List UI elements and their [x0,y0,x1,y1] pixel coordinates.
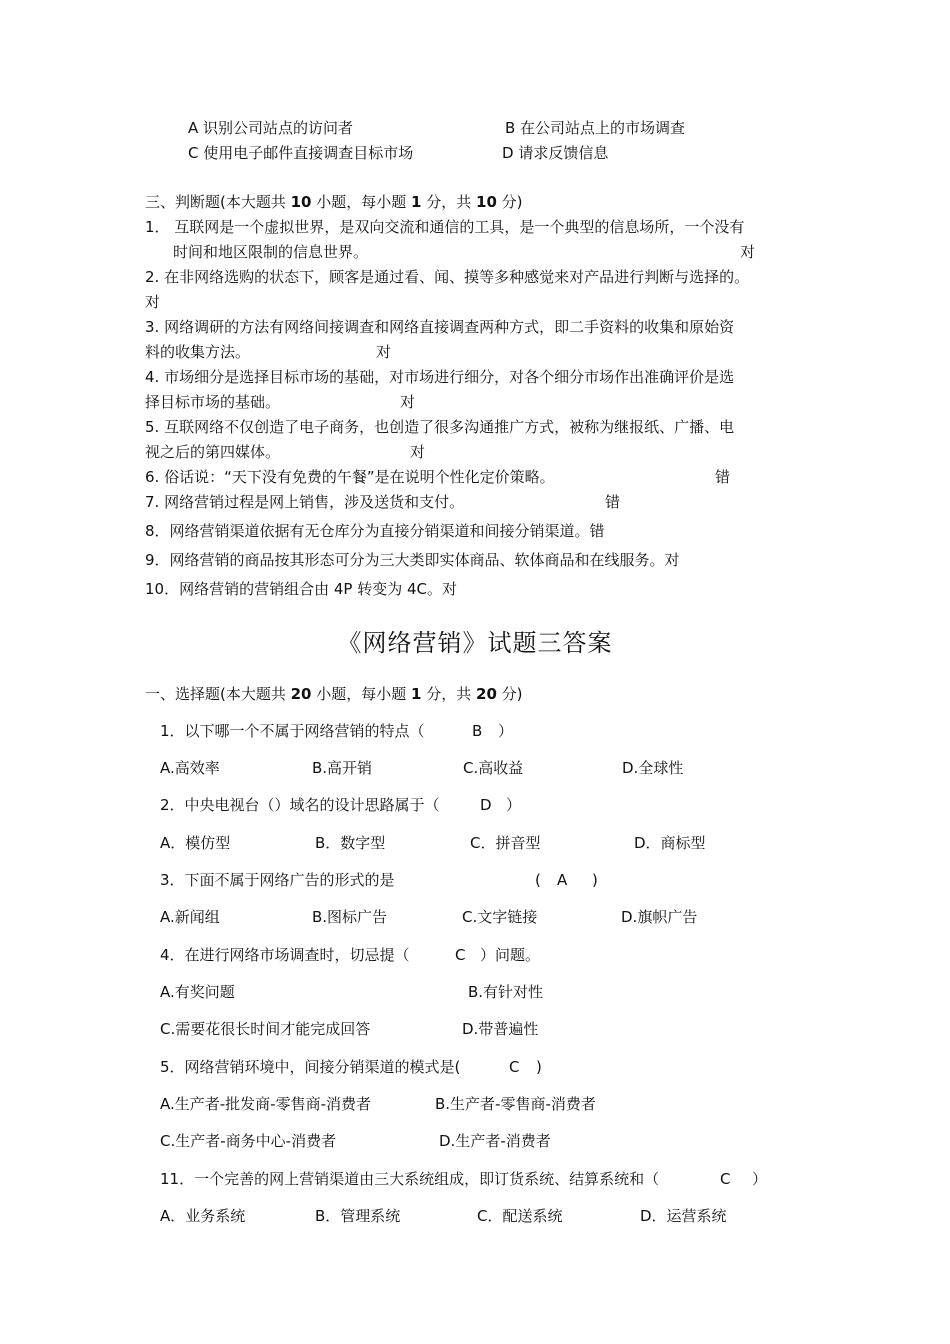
q3-option-a: A.新闻组 [160,908,220,926]
tf-item-3-line2: 料的收集方法。 [145,343,251,361]
q1-text: 1．以下哪一个不属于网络营销的特点（ [160,722,425,740]
q5-option-d: D.生产者-消费者 [439,1132,551,1150]
q1-option-b: B.高开销 [312,759,373,777]
q4-answer: C [455,946,466,964]
q2-option-c: C．拼音型 [470,834,541,852]
q11-answer: C [720,1170,731,1188]
q1-option-a: A.高效率 [160,759,220,777]
option-b: B 在公司站点上的市场调查 [505,119,686,137]
q3-option-c: C.文字链接 [462,908,538,926]
option-d: D 请求反馈信息 [502,144,609,162]
q4-close: ）问题。 [480,946,541,964]
q11-option-d: D．运营系统 [640,1207,727,1225]
section1-heading: 一、选择题(本大题共 20 小题，每小题 1 分，共 20 分) [145,685,523,703]
tf-item-1-line1: 1． 互联网是一个虚拟世界，是双向交流和通信的工具，是一个典型的信息场所，一个没有 [145,218,745,236]
tf-item-1-line2: 时间和地区限制的信息世界。 [173,243,369,261]
tf-item-8: 8．网络营销渠道依据有无仓库分为直接分销渠道和间接分销渠道。错 [145,522,605,540]
q4-option-b: B.有针对性 [468,983,544,1001]
q3-answer: A [557,871,568,889]
tf-item-9: 9．网络营销的商品按其形态可分为三大类即实体商品、软体商品和在线服务。对 [145,551,680,569]
q11-text: 11．一个完善的网上营销渠道由三大系统组成，即订货系统、结算系统和（ [160,1170,660,1188]
q2-option-b: B．数字型 [315,834,386,852]
q11-option-b: B．管理系统 [315,1207,401,1225]
q5-close: ) [536,1058,542,1076]
tf-item-6-answer: 错 [715,468,731,486]
tf-item-4-line2: 择目标市场的基础。 [145,393,281,411]
q5-option-a: A.生产者-批发商-零售商-消费者 [160,1095,372,1113]
q11-option-c: C．配送系统 [477,1207,563,1225]
q11-option-a: A．业务系统 [160,1207,246,1225]
tf-item-10: 10．网络营销的营销组合由 4P 转变为 4C。对 [145,580,457,598]
tf-item-5-line1: 5. 互联网络不仅创造了电子商务，也创造了很多沟通推广方式，被称为继报纸、广播、电 [145,418,735,436]
page-title: 《网络营销》试题三答案 [337,629,613,657]
tf-item-7-line1: 7. 网络营销过程是网上销售，涉及送货和支付。 [145,493,465,511]
tf-item-5-line2: 视之后的第四媒体。 [145,443,281,461]
q2-answer: D [480,796,492,814]
tf-item-1-answer: 对 [740,243,756,261]
tf-item-2-line1: 2. 在非网络选购的状态下，顾客是通过看、闻、摸等多种感觉来对产品进行判断与选择的。 [145,268,750,286]
q3-text: 3．下面不属于网络广告的形式的是 [160,871,395,889]
tf-item-4-answer: 对 [400,393,416,411]
tf-item-4-line1: 4. 市场细分是选择目标市场的基础，对市场进行细分，对各个细分市场作出准确评价是选 [145,368,735,386]
q11-close: ） [752,1170,768,1188]
q5-option-c: C.生产者-商务中心-消费者 [160,1132,337,1150]
q5-answer: C [509,1058,520,1076]
tf-item-3-answer: 对 [376,343,392,361]
tf-item-2-answer: 对 [145,293,161,311]
section3-heading: 三、判断题(本大题共 10 小题，每小题 1 分，共 10 分) [145,193,523,211]
q1-option-d: D.全球性 [622,759,684,777]
tf-item-6-line1: 6. 俗话说：“天下没有免费的午餐”是在说明个性化定价策略。 [145,468,555,486]
q4-option-d: D.带普遍性 [462,1020,539,1038]
q3-option-b: B.图标广告 [312,908,388,926]
q1-answer: B [472,722,483,740]
q3-option-d: D.旗帜广告 [621,908,698,926]
q2-option-d: D．商标型 [634,834,706,852]
option-a: A 识别公司站点的访问者 [188,119,354,137]
q2-close: ） [506,796,522,814]
q1-option-c: C.高收益 [463,759,524,777]
q3-close: ) [592,871,598,889]
q3-open: ( [535,871,541,889]
q1-close: ） [498,722,514,740]
tf-item-7-answer: 错 [605,493,621,511]
q2-text: 2．中央电视台（）域名的设计思路属于（ [160,796,440,814]
q4-option-a: A.有奖问题 [160,983,235,1001]
q5-text: 5．网络营销环境中，间接分销渠道的模式是( [160,1058,461,1076]
q4-option-c: C.需要花很长时间才能完成回答 [160,1020,371,1038]
tf-item-3-line1: 3. 网络调研的方法有网络间接调查和网络直接调查两种方式，即二手资料的收集和原始资 [145,318,735,336]
q5-option-b: B.生产者-零售商-消费者 [435,1095,596,1113]
q4-text: 4．在进行网络市场调查时，切忌提（ [160,946,410,964]
q2-option-a: A．模仿型 [160,834,231,852]
option-c: C 使用电子邮件直接调查目标市场 [188,144,414,162]
tf-item-5-answer: 对 [410,443,426,461]
